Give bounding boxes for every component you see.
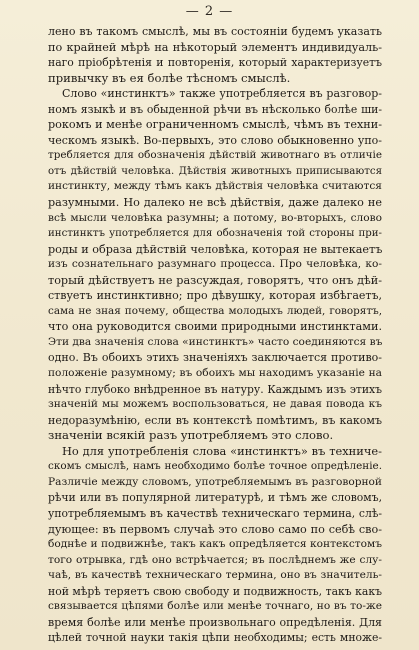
text-line: Но для употребленія слова «инстинктъ» въ техниче- — [62, 443, 382, 458]
text-line: значеніи всякій разъ употребляемъ это слово. — [48, 428, 334, 443]
text-line: разумными. Но далеко не всѣ дѣйствія, даже далеко не — [48, 196, 382, 210]
text-line: чаѣ, въ качествѣ техническаго термина, оно въ значитель- — [48, 569, 382, 582]
text-line: по крайней мѣрѣ на нѣкоторый элементъ индивидуаль- — [48, 40, 382, 54]
text-line: значеній мы можемъ воспользоваться, не давая повода къ — [48, 398, 382, 411]
text-line: лено въ такомъ смыслѣ, мы въ состояніи будемъ указать — [48, 25, 382, 38]
text-line: номъ языкѣ и въ обыденной рѣчи въ нѣсколько болѣе ши- — [48, 102, 382, 116]
text-line: ной мѣрѣ теряетъ свою свободу и подвижность, такъ какъ — [48, 584, 382, 598]
text-line: наго пріобрѣтенія и повторенія, который характеризуетъ — [48, 56, 382, 70]
text-line: привычку въ ея болѣе тѣсномъ смыслѣ. — [48, 70, 291, 85]
text-line: сама не зная почему, общества молодыхъ людей, говорятъ, — [48, 304, 382, 317]
text-line: цѣлей точной науки такія цѣпи необходимы; есть множе- — [48, 631, 382, 645]
text-line: что она руководится своими природными инстинктами. — [48, 320, 382, 334]
text-line: ствуетъ инстинктивно; про дѣвушку, которая избѣгаетъ, — [48, 289, 382, 303]
text-line: одно. Въ обоихъ этихъ значеніяхъ заключается противо- — [48, 351, 382, 365]
text-line: инстинктъ употребляется для обозначенія той стороны при- — [48, 228, 382, 240]
text-line: рокомъ и менѣе ограниченномъ смыслѣ, чѣмъ въ техни- — [48, 118, 382, 132]
text-line: употребляемымъ въ качествѣ техническаго термина, слѣ- — [48, 506, 382, 520]
text-body — [48, 24, 382, 646]
text-line: связывается цѣпями болѣе или менѣе точнаго, но въ то-же — [48, 600, 382, 613]
page-number: — 2 — — [185, 4, 234, 19]
text-line: инстинкту, между тѣмъ какъ дѣйствія человѣка считаются — [48, 180, 382, 193]
text-line: того отрывка, гдѣ оно встрѣчается; въ послѣднемъ же слу- — [48, 553, 382, 566]
text-line: дующее: въ первомъ случаѣ это слово само по себѣ сво- — [48, 522, 382, 536]
text-line: требляется для обозначенія дѣйствій животнаго въ отличіе — [48, 149, 382, 162]
text-line: Слово «инстинктъ» также употребляется въ разговор- — [62, 87, 382, 101]
text-line: скомъ смыслѣ, намъ необходимо болѣе точное опредѣленіе. — [48, 460, 382, 473]
text-line: роды и образа дѣйствій человѣка, которая не вытекаетъ — [48, 242, 382, 256]
text-line: всѣ мысли человѣка разумны; а потому, во-вторыхъ, слово — [48, 211, 382, 224]
text-line: время болѣе или менѣе произвольнаго опредѣленія. Для — [48, 615, 382, 629]
text-line: Эти два значенія слова «инстинктъ» часто соединяются въ — [48, 335, 382, 348]
text-line: рѣчи или въ популярной литературѣ, и тѣмъ же словомъ, — [48, 491, 382, 505]
text-line: изъ сознательнаго разумнаго процесса. Про человѣка, ко- — [48, 258, 382, 271]
text-line: ческомъ языкѣ. Во-первыхъ, это слово обыкновенно упо- — [48, 133, 382, 147]
text-line: недоразумѣнію, если въ контекстѣ помѣтимъ, въ какомъ — [48, 413, 382, 427]
text-line: боднѣе и подвижнѣе, такъ какъ опредѣляется контекстомъ — [48, 538, 382, 551]
text-line: Различіе между словомъ, употребляемымъ въ разговорной — [48, 475, 382, 488]
text-line: положеніе разумному; въ обоихъ мы находимъ указаніе на — [48, 367, 382, 380]
text-line: нѣчто глубоко внѣдренное въ натуру. Каждымъ изъ этихъ — [48, 382, 382, 396]
text-line: торый дѣйствуетъ не разсуждая, говорятъ, что онъ дѣй- — [48, 273, 382, 287]
text-line: отъ дѣйствій человѣка. Дѣйствія животныхъ приписываются — [48, 165, 382, 177]
